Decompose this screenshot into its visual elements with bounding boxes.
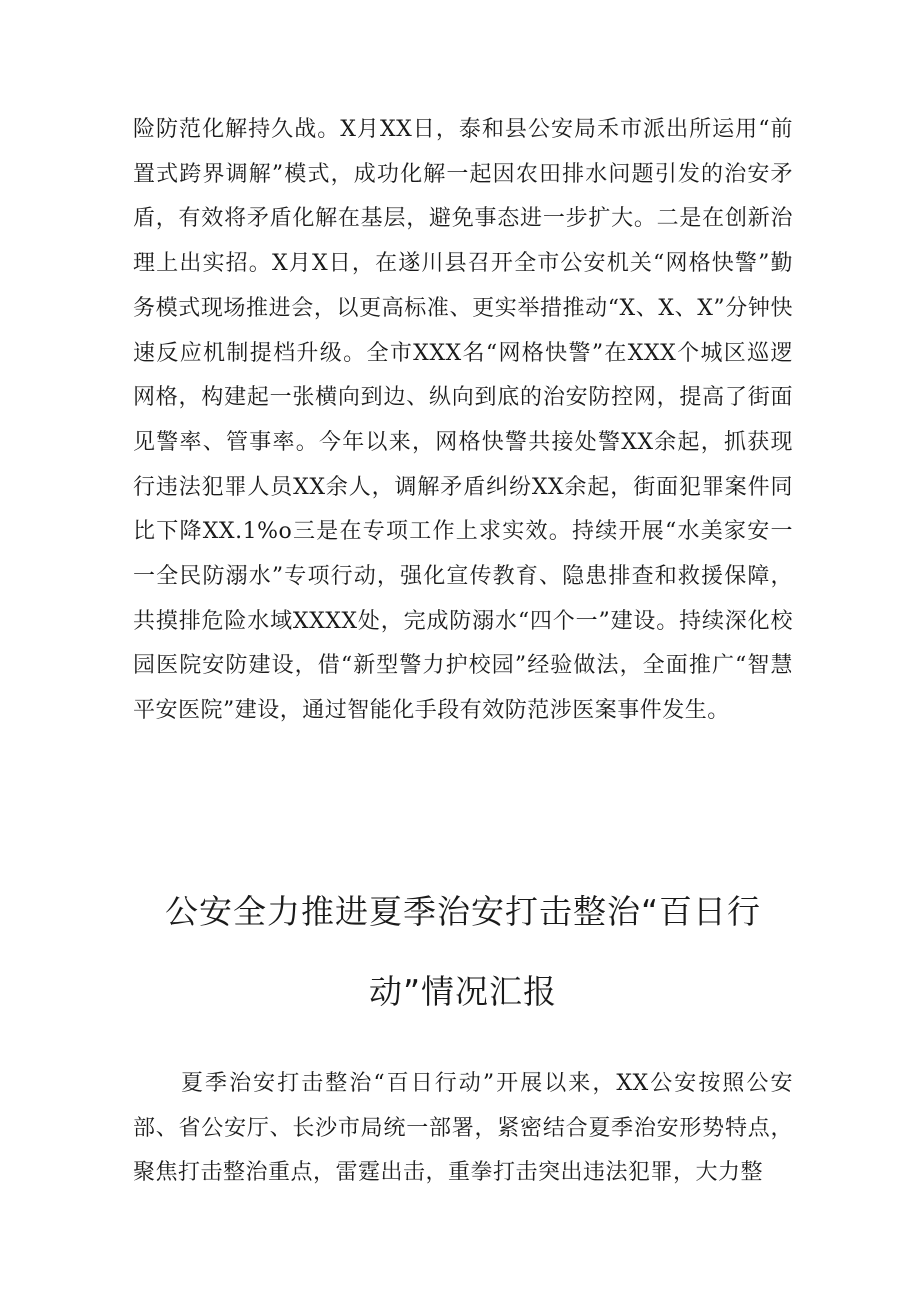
body-paragraph-intro: 夏季治安打击整治“百日行动”开展以来，XX公安按照公安部、省公安厅、长沙市局统一部署，紧密结合夏季治安形势特点，聚焦打击整治重点，雷霆出击，重拳打击突出违法犯罪，大力整 (133, 1071, 793, 1186)
report-title: 公安全力推进夏季治安打击整治“百日行动”情况汇报 (164, 892, 762, 1011)
body-paragraph-continued: 险防范化解持久战。X月XX日，泰和县公安局禾市派出所运用“前置式跨界调解”模式，成功化解一起因农田排水问题引发的治安矛盾，有效将矛盾化解在基层，避免事态进一步扩大。二是在创新治理上出实招。X月X日，在遂川县召开全市公安机关“网格快警”勤务模式现场推进会，以更高标准、更实举措推动“X、X、X”分钟快速反应机制提档升级。全市XXX名“网格快警”在XXX个城区巡逻网格，构建起一张横向到边、纵向到底的治安防控网，提高了街面见警率、管事率。今年以来，网格快警共接处警XX余起，抓获现行违法犯罪人员XX余人，调解矛盾纠纷XX余起，街面犯罪案件同比下降XX.1%o三是在专项工作上求实效。持续开展“水美家安一一全民防溺水”专项行动，强化宣传教育、隐患排查和救援保障，共摸排危险水域XXXX处，完成防溺水“四个一”建设。持续深化校园医院安防建设，借“新型警力护校园”经验做法，全面推广“智慧平安医院”建设，通过智能化手段有效防范涉医案事件发生。 (133, 117, 793, 724)
